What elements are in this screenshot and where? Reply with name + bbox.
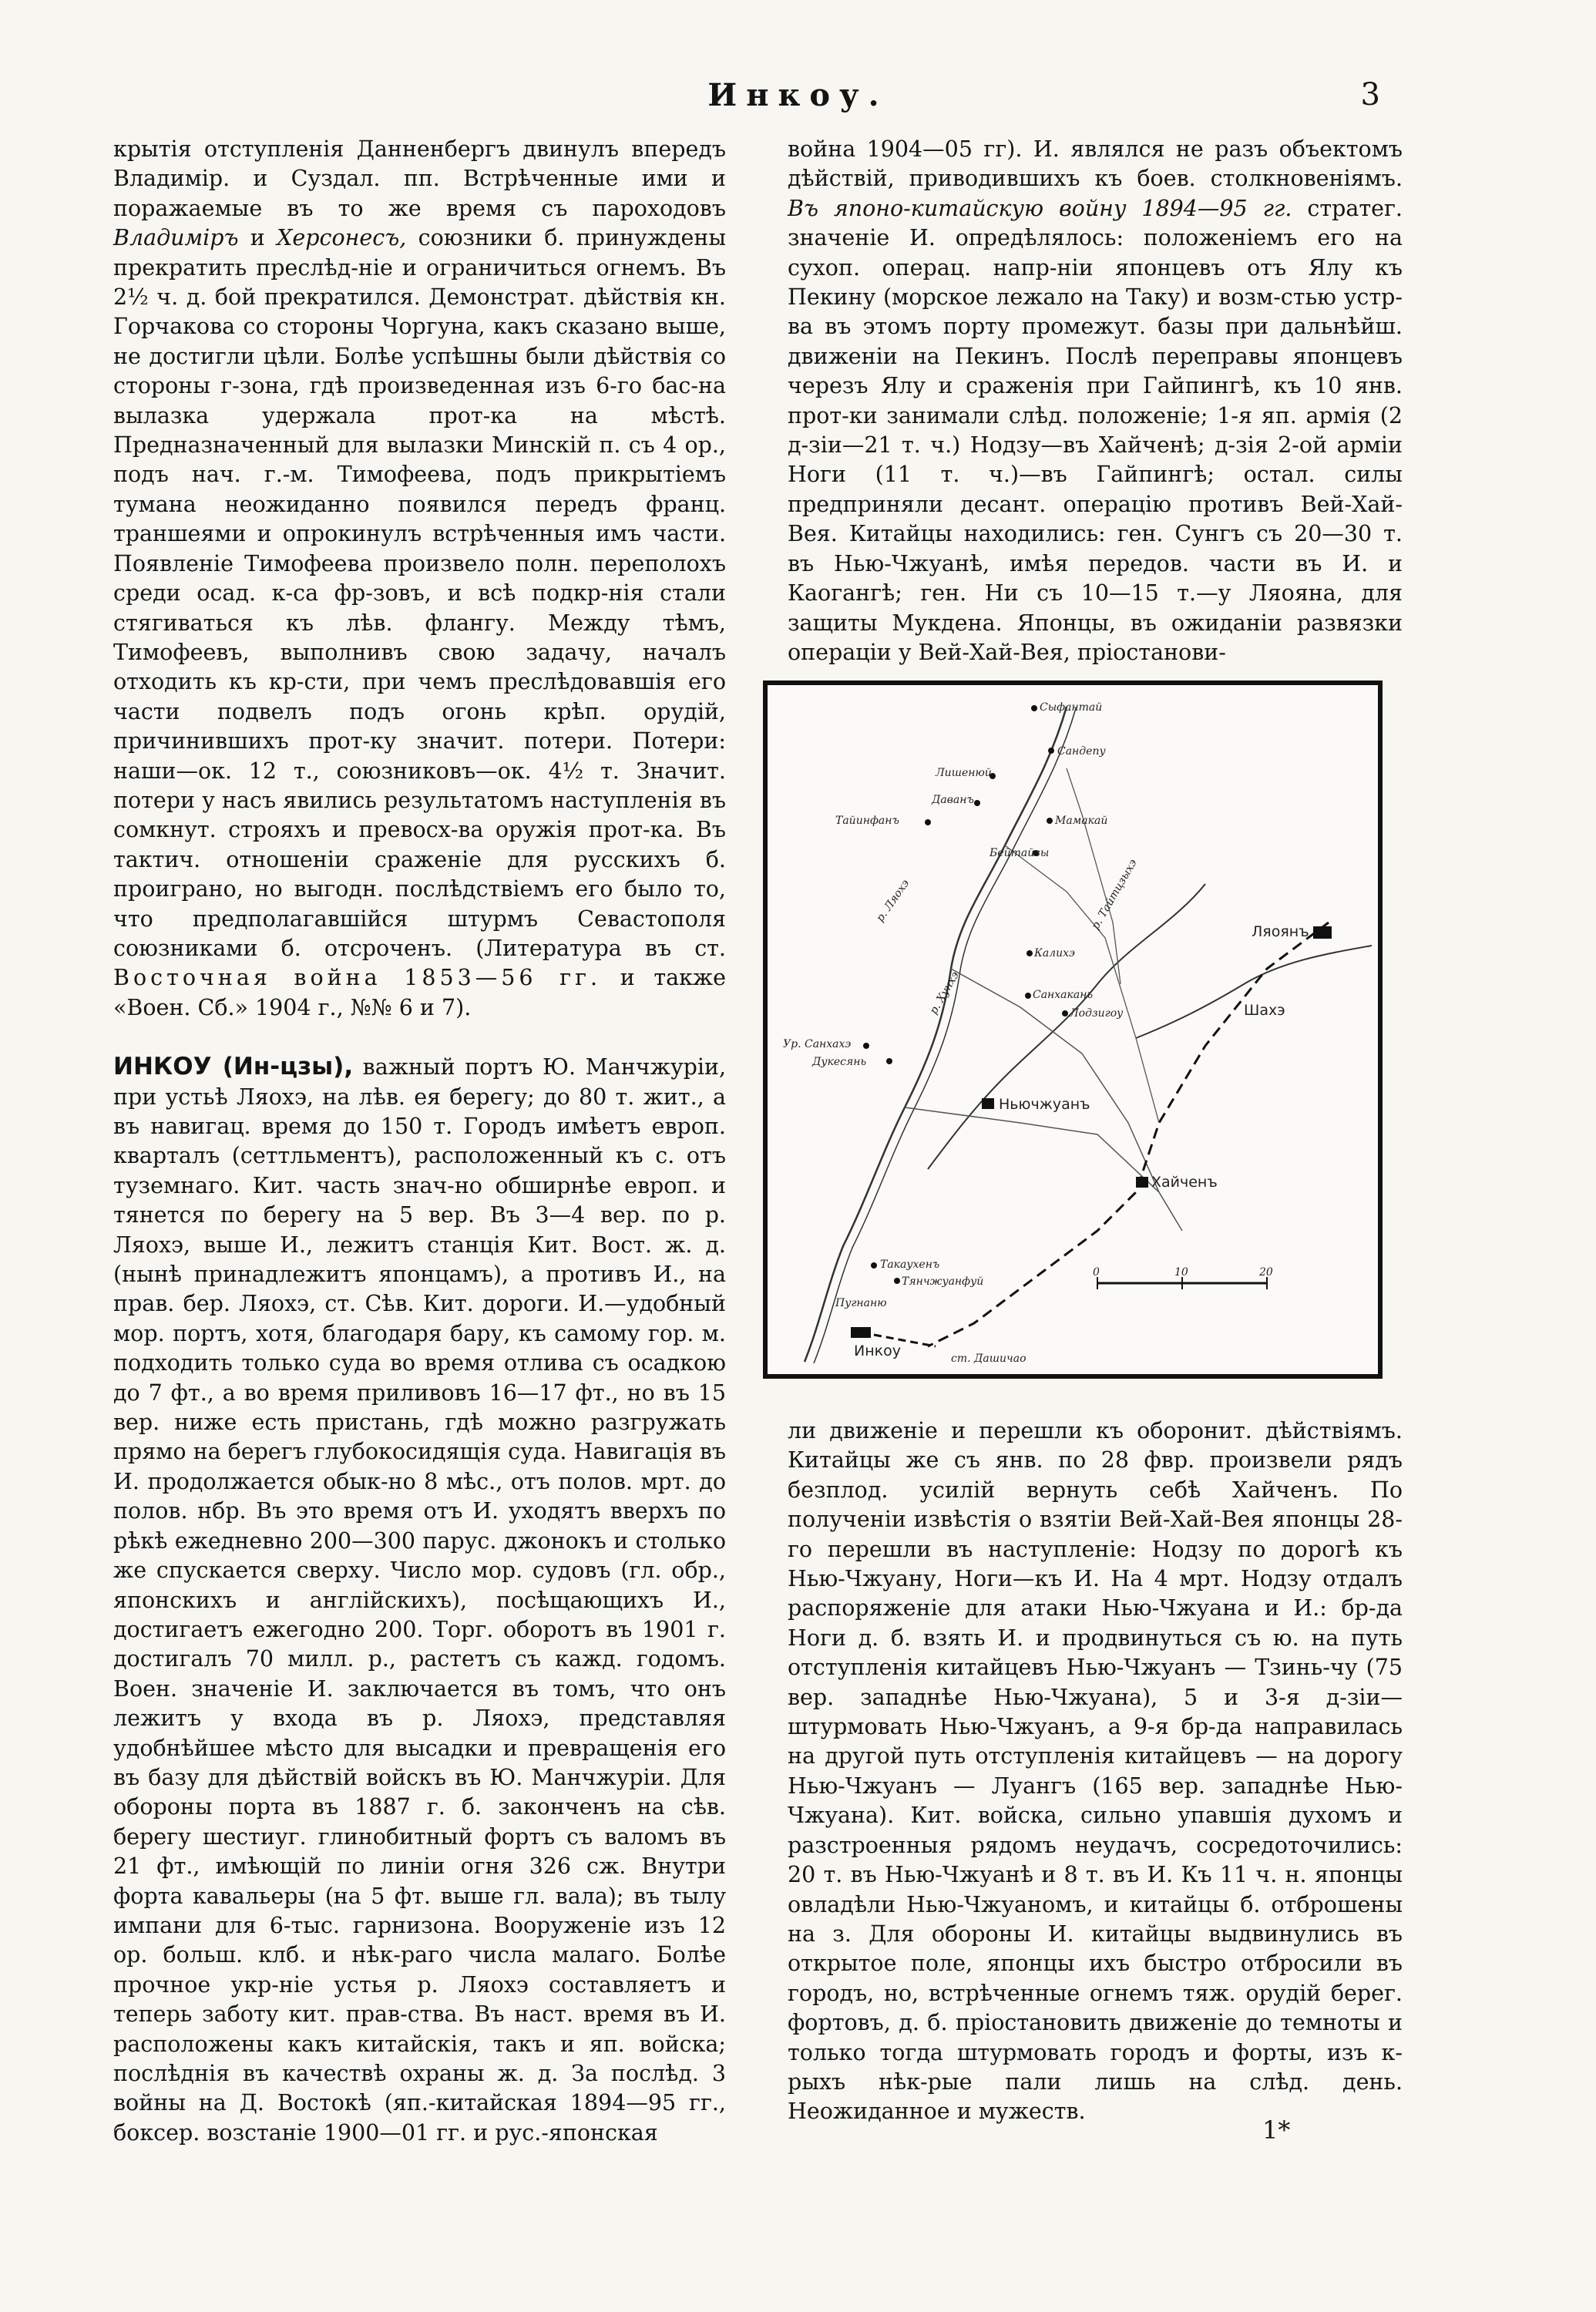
- town-liaoyang-marker: [1313, 926, 1332, 939]
- text-run: и также «Воен. Сб.» 1904 г., №№ 6 и 7).: [113, 965, 726, 1020]
- town-marker: [871, 1262, 877, 1269]
- road: [1005, 845, 1159, 1123]
- map-label: Мамакай: [1055, 815, 1108, 827]
- map-label: р. Ляохэ: [874, 877, 912, 925]
- running-title: Инкоу.: [707, 77, 889, 113]
- left-column: [113, 135, 726, 2148]
- map-label: Лишенюй: [936, 767, 992, 779]
- map-label: Пугнаню: [835, 1297, 887, 1309]
- map-label: Такаухенъ: [880, 1258, 940, 1271]
- entry-heading: ИНКОУ (Ин-цзы),: [113, 1053, 354, 1081]
- entry-inkou: [113, 1052, 726, 2148]
- town-marker: [974, 800, 980, 806]
- map-label: Даванъ: [932, 794, 974, 806]
- right-column-top: [788, 135, 1403, 667]
- text-run: стратег. значеніе И. опредѣлялось: положеніемъ его на сухоп. операц. напр-ніи японцевъ отъ Ялу къ Пекину (морское лежало на Таку) и возм-стью устр-ва въ этомъ порту промежут. базы при дальнѣйш. движеніи на Пекинъ. Послѣ переправы японцевъ черезъ Ялу и сраженія при Гайпингѣ, къ 10 янв. прот-ки занимали слѣд. положеніе; 1-я яп. армія (2 д-зіи—21 т. ч.) Нодзу—въ Хайченѣ; д-зія 2-ой арміи Ноги (11 т. ч.)—въ Гайпингѣ; остал. силы предприняли десант. операцію противъ Вей-Хай-Вея. Китайцы находились: ген. Сунгъ съ 20—30 т. въ Нью-Чжуанѣ, имѣя передов. части въ И. и Каогангѣ; ген. Ни съ 10—15 т.—у Ляояна, для защиты Мукдена. Японцы, въ ожиданіи развязки операціи у Вей-Хай-Вея, пріостанови-: [788, 195, 1403, 665]
- right-column-bottom: [788, 1416, 1403, 2127]
- map-label: Шахэ: [1244, 1002, 1285, 1019]
- entry-text: важный портъ Ю. Манчжуріи, при устьѣ Ляохэ, на лѣв. ея берегу; до 80 т. жит., а въ навигац. время до 150 т. Городъ имѣетъ европ. кварталъ (сеттльментъ), расположенный къ с. отъ туземнаго. Кит. часть знач-но обширнѣе европ. и тянется по берегу на 5 вер. Въ 3—4 вер. по р. Ляохэ, выше И., лежитъ станція Кит. Вост. ж. д. (нынѣ принадлежитъ японцамъ), а противъ И., на прав. бер. Ляохэ, ст. Сѣв. Кит. дороги. И.—удобный мор. портъ, хотя, благодаря бару, къ самому гор. м. подходить только суда во время отлива съ осадкою до 7 фт., а во время приливовъ 16—17 фт., но въ 15 вер. ниже есть пристань, гдѣ можно разгружать прямо на берегъ глубокосидящія суда. Навигація въ И. продолжается обык-но 8 мѣс., отъ полов. мрт. до полов. нбр. Въ это время отъ И. уходятъ вверхъ по рѣкѣ ежедневно 200—300 парус. джонокъ и столько же спускается сверху. Число мор. судовъ (гл. обр., японскихъ и англійскихъ), посѣщающихъ И., достигаетъ ежегодно 200. Торг. оборотъ въ 1901 г. достигалъ 70 милл. р., растетъ съ кажд. годомъ. Воен. значеніе И. заключается въ томъ, что онъ лежитъ у входа въ р. Ляохэ, представляя удобнѣйшее мѣсто для высадки и превращенія его въ базу для дѣйствій войскъ въ Ю. Манчжуріи. Для обороны порта въ 1887 г. б. законченъ на сѣв. берегу шестиуг. глинобитный фортъ съ валомъ въ 21 фт., имѣющій по линіи огня 326 сж. Внутри форта кавальеры (на 5 фт. выше гл. вала); въ тылу импани для 6-тыс. гарнизона. Вооруженіе изъ 12 ор. больш. клб. и нѣк-раго числа малаго. Болѣе прочное укр-ніе устья р. Ляохэ составляетъ и теперь заботу кит. прав-ства. Въ наст. время въ И. расположены какъ китайскія, такъ и яп. войска; послѣднія въ качествѣ охраны ж. д. За послѣд. 3 войны на Д. Востокѣ (яп.-китайская 1894—95 гг., боксер. возстаніе 1900—01 гг. и рус.-японская: [113, 1054, 727, 2146]
- continued-article-text: [113, 135, 726, 1023]
- text-run: и: [250, 225, 265, 251]
- town-marker: [863, 1043, 869, 1049]
- map-label: Ньючжуанъ: [999, 1096, 1090, 1113]
- signature-mark: 1*: [1262, 2115, 1291, 2145]
- map-label: Инкоу: [854, 1343, 901, 1359]
- river-liaohe-bank: [814, 708, 1076, 1363]
- map-label: ст. Дашичао: [951, 1353, 1026, 1365]
- map-label: Дукесянь: [812, 1056, 867, 1068]
- map-label: Лодзигоу: [1070, 1007, 1124, 1020]
- page-header: [0, 77, 1596, 123]
- river-taitszyhe: [1136, 946, 1372, 1038]
- town-haichen-marker: [1136, 1177, 1148, 1188]
- cross-reference: Восточная война 1853—56 гг.: [113, 965, 602, 991]
- map-label: Тянчжуанфуй: [902, 1275, 984, 1288]
- map-label: Ляоянъ: [1252, 923, 1309, 940]
- scale-label: 0: [1093, 1266, 1100, 1279]
- text-run: ли движеніе и перешли къ оборонит. дѣйствіямъ. Китайцы же съ янв. по 28 фвр. произвели рядъ безплод. усилій вернуть себѣ Хайченъ. По полученіи извѣстія о взятіи Вей-Хай-Вея японцы 28-го перешли въ наступленіе: Нодзу по дорогѣ къ Нью-Чжуану, Ноги—къ И. На 4 мрт. Нодзу отдалъ распоряженіе для атаки Нью-Чжуана и И.: бр-да Ноги д. б. взять И. и продвинуться съ ю. на путь отступленія китайцевъ Нью-Чжуанъ — Тзинь-чу (75 вер. западнѣе Нью-Чжуана), 5 и 3-я д-зіи—штурмовать Нью-Чжуанъ, а 9-я бр-да направилась на другой путь отступленія китайцевъ — на дорогу Нью-Чжуанъ — Луангъ (165 вер. западнѣе Нью-Чжуана). Кит. войска, сильно упавшія духомъ и разстроенныя рядомъ неудачъ, сосредоточились: 20 т. въ Нью-Чжуанѣ и 8 т. въ И. Къ 11 ч. н. японцы овладѣли Нью-Чжуаномъ, и китайцы б. отброшены на з. Для обороны И. китайцы выдвинулись въ открытое поле, японцы ихъ быстро отбросили въ городъ, но, встрѣченные огнемъ тяж. орудій берег. фортовъ, д. б. пріостановить движеніе до темноты и только тогда штурмовать городъ и форты, изъ к-рыхъ нѣк-рые пали лишь на слѣд. день. Неожиданное и мужеств.: [788, 1418, 1403, 2125]
- town-inkou-marker: [851, 1327, 871, 1338]
- map-label: Хайченъ: [1151, 1174, 1218, 1191]
- town-marker: [1026, 950, 1033, 956]
- text-run: союзники б. принуждены прекратить преслѣд-ніе и ограничиться огнемъ. Въ 2½ ч. д. бой прекратился. Демонстрат. дѣйствія кн. Горчакова со стороны Чоргуна, какъ сказано выше, не достигли цѣли. Болѣе успѣшны были дѣйствія со стороны г-зона, гдѣ произведенная изъ 6-го бас-на вылазка удержала прот-ка на мѣстѣ. Предназначенный для вылазки Минскій п. съ 4 ор., подъ нач. г.-м. Тимофеева, подъ прикрытіемъ тумана неожиданно появился передъ франц. траншеями и опрокинулъ встрѣченныя имъ части. Появленіе Тимофеева произвело полн. переполохъ среди осад. к-са фр-зовъ, и всѣ подкр-нія стали стягиваться къ лѣв. флангу. Между тѣмъ, Тимофеевъ, выполнивъ свою задачу, началъ отходить къ кр-сти, при чемъ преслѣдовавшія его части подвелъ подъ огонь крѣп. орудій, причинившихъ прот-ку значит. потери. Потери: наши—ок. 12 т., союзниковъ—ок. 4½ т. Значит. потери у насъ явились результатомъ наступленія въ сомкнут. строяхъ и превосх-ва оружія прот-ка. Въ тактич. отношеніи сраженіе для русскихъ б. проиграно, но выгодн. послѣдствіемъ его было то, что предполагавшійся штурмъ Севастополя союзниками б. отсроченъ. (Литература въ ст.: [113, 225, 727, 961]
- map-label: Сыфантай: [1040, 701, 1103, 714]
- ship-name: Херсонесъ,: [277, 225, 407, 251]
- map-drawing: [774, 691, 1372, 1368]
- text-run: крытія отступленія Данненбергъ двинулъ впередъ Владимір. и Суздал. пп. Встрѣченные ими и поражаемые въ то же время съ пароходовъ: [113, 136, 726, 221]
- town-marker: [1062, 1010, 1068, 1017]
- text-run: война 1904—05 гг). И. являлся не разъ объектомъ дѣйствій, приводившихъ къ боев. столкновеніямъ.: [788, 136, 1403, 192]
- map-label: Ур. Санхахэ: [783, 1038, 852, 1050]
- scale-label: 10: [1174, 1266, 1188, 1279]
- town-marker: [886, 1058, 892, 1064]
- town-marker: [1047, 818, 1053, 824]
- page-number: 3: [1360, 77, 1380, 113]
- map-label: р. Тайтцзыхэ: [1089, 857, 1140, 932]
- ship-name: Владиміръ: [113, 225, 239, 251]
- map-label: Калихэ: [1034, 947, 1075, 959]
- map-label: Тайинфанъ: [835, 815, 899, 827]
- scale-label: 20: [1259, 1266, 1273, 1279]
- town-marker: [894, 1278, 900, 1284]
- war-reference: Въ японо-китайскую войну 1894—95 гг.: [788, 195, 1292, 221]
- continued-entry-text: [788, 135, 1403, 667]
- map-label: Санхакань: [1033, 989, 1094, 1001]
- map-label: Сандепу: [1057, 745, 1106, 758]
- map-label: р. Хунхэ: [927, 969, 962, 1017]
- town-marker: [1048, 748, 1054, 754]
- town-marker: [925, 819, 931, 825]
- map-figure: [763, 680, 1383, 1379]
- town-marker: [1025, 993, 1031, 999]
- town-marker: [1031, 705, 1037, 711]
- town-nyuchzhuan-marker: [982, 1098, 994, 1109]
- continued-entry-text: [788, 1416, 1403, 2127]
- map-label: Бейтайзы: [990, 847, 1050, 859]
